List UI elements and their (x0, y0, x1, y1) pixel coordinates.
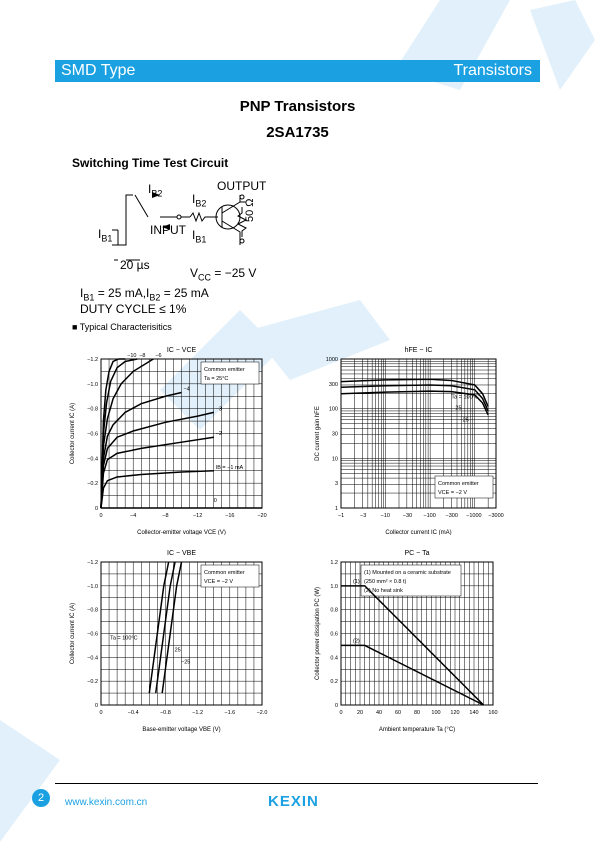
y-tick-label: −0.2 (87, 481, 98, 488)
y-tick-label: 1.0 (330, 583, 338, 590)
x-tick-label: −1 (337, 513, 345, 519)
x-tick-label: −3000 (488, 513, 504, 519)
page-number: 2 (32, 789, 50, 807)
x-tick-label: −4 (130, 513, 137, 519)
x-tick-label: −3 (360, 513, 367, 519)
curve-label: −8 (139, 353, 146, 359)
y-tick-label: 0.8 (330, 607, 338, 614)
x-tick-label: 100 (431, 710, 441, 716)
x-tick-label: −1.6 (224, 710, 236, 716)
chart-ic-vbe (60, 543, 280, 738)
curve-label: −2 (215, 431, 222, 438)
y-tick-label: −1.2 (87, 560, 98, 566)
output-label: OUTPUT (217, 179, 267, 193)
y-tick-label: −0.8 (87, 607, 98, 614)
annotation-text: Ta = 25°C (204, 376, 229, 382)
y-tick-label: 30 (331, 431, 338, 438)
load-resistor-label: 50 Ω (244, 198, 256, 222)
part-number: 2SA1735 (266, 124, 329, 141)
footer-url[interactable]: www.kexin.com.cn (65, 797, 148, 808)
x-axis-label: Collector-emitter voltage VCE (V) (137, 530, 226, 535)
y-tick-label: 0.6 (330, 631, 338, 638)
base-resistor (190, 213, 218, 221)
x-tick-label: −100 (423, 513, 436, 519)
transistor-symbol (216, 205, 240, 229)
x-axis-label: Collector current IC (mA) (385, 530, 452, 535)
curve-label: −10 (127, 353, 137, 359)
chart-hfe-ic (305, 340, 510, 535)
curve-label: (1) (353, 578, 360, 585)
annotation-text: VCE = −2 V (438, 490, 468, 496)
y-tick-label: −0.4 (87, 655, 98, 662)
header-right: Transistors (453, 62, 532, 79)
x-tick-label: 0 (339, 710, 343, 716)
x-tick-label: −12 (192, 513, 203, 519)
curve-label: 25 (174, 647, 181, 654)
curve-label: IB = −1 mA (215, 464, 244, 471)
y-tick-label: 0 (94, 703, 98, 709)
y-axis-label: Collector power dissipation PC (W) (315, 586, 321, 681)
y-tick-label: 100 (328, 406, 338, 413)
chart-title: hFE − IC (404, 347, 433, 354)
curve-label: −25 (181, 659, 191, 666)
curve-label: −4 (183, 386, 190, 393)
x-tick-label: 0 (99, 513, 103, 519)
annotation-text: (2) No heat sink (364, 588, 403, 594)
y-tick-label: −0.6 (87, 431, 98, 438)
header-banner (55, 60, 540, 82)
x-axis-label: Ambient temperature Ta (°C) (378, 727, 456, 733)
chart-ic-vce (60, 340, 280, 535)
x-tick-label: 120 (450, 710, 460, 716)
kexin-logo: KEXIN (268, 793, 319, 810)
x-tick-label: 160 (488, 710, 498, 716)
curve-label: Ta = 100°C (451, 394, 479, 401)
y-axis-label: Collector current IC (A) (70, 402, 76, 465)
y-tick-label: 0.4 (330, 655, 338, 662)
y-tick-label: 1.2 (330, 560, 338, 566)
y-tick-label: −0.2 (87, 679, 98, 686)
y-tick-label: 3 (334, 481, 338, 488)
chart-title: PC − Ta (404, 550, 430, 557)
page-title: PNP Transistors (239, 98, 356, 115)
chart-title: IC − VCE (166, 347, 197, 354)
x-tick-label: −300 (445, 513, 458, 519)
x-tick-label: −10 (380, 513, 390, 519)
chart-title: IC − VBE (167, 550, 196, 557)
y-axis-label: Collector current IC (A) (70, 602, 76, 665)
ib1-arrow-label: I (192, 228, 196, 242)
x-tick-label: −0.4 (127, 710, 139, 716)
y-tick-label: 1000 (325, 357, 338, 363)
x-tick-label: 20 (356, 710, 364, 716)
x-tick-label: −30 (402, 513, 413, 519)
annotation-text: (1) Mounted on a ceramic substrate (364, 570, 451, 576)
y-tick-label: 0 (94, 506, 98, 512)
x-tick-label: −1000 (466, 513, 482, 519)
vcc-label: $V_{CC} = -25$ V (190, 266, 257, 283)
y-tick-label: −0.4 (87, 456, 98, 463)
x-tick-label: −2.0 (256, 710, 268, 716)
ib1-label: I (98, 227, 102, 241)
curve-label: (2) (353, 638, 360, 645)
x-tick-label: 80 (413, 710, 421, 716)
condition-duty-cycle: DUTY CYCLE ≤ 1% (80, 302, 187, 316)
ib2-arrow-label: I (192, 192, 196, 206)
footer-divider (55, 783, 538, 784)
header-left: SMD Type (61, 62, 136, 79)
typical-heading: ■ Typical Characterisitics (72, 322, 172, 332)
chart-pc-ta (305, 543, 515, 738)
x-tick-label: −1.2 (192, 710, 204, 716)
curve-label: 25 (455, 405, 462, 412)
y-tick-label: −1.2 (87, 357, 98, 363)
y-tick-label: 1 (334, 506, 338, 512)
annotation-text: (250 mm² × 0.8 t) (364, 579, 407, 585)
curve-label: 0 (213, 497, 217, 504)
y-tick-label: −1.0 (87, 381, 98, 388)
x-axis-label: Base-emitter voltage VBE (V) (142, 727, 221, 733)
y-tick-label: 300 (328, 381, 338, 388)
y-tick-label: 0 (334, 703, 338, 709)
y-tick-label: 0.2 (330, 679, 338, 686)
curve-label: −3 (215, 406, 222, 413)
curve-label: −6 (155, 353, 162, 359)
x-tick-label: 60 (394, 710, 402, 716)
input-label: INPUT (150, 223, 186, 237)
condition-currents: $I_{B1} = 25$ $mA,I_{B2} = 25$ mA (80, 286, 209, 303)
ib2-label: I (148, 182, 152, 196)
annotation-text: VCE = −2 V (204, 579, 234, 585)
y-tick-label: −0.8 (87, 406, 98, 413)
pulse-width-label: 20 µs (120, 258, 150, 272)
x-tick-label: −20 (257, 513, 267, 519)
curve-label: Ta = 100°C (110, 635, 138, 642)
circuit-heading: Switching Time Test Circuit (72, 156, 229, 170)
y-axis-label: DC current gain hFE (315, 406, 321, 461)
annotation-text: Common emitter (204, 367, 245, 373)
x-tick-label: 0 (99, 710, 103, 716)
x-tick-label: 40 (375, 710, 383, 716)
x-tick-label: −8 (162, 513, 169, 519)
y-tick-label: −0.6 (87, 631, 98, 638)
annotation-text: Common emitter (438, 481, 479, 487)
annotation-text: Common emitter (204, 570, 245, 576)
input-pulse (118, 195, 133, 245)
curve-label: −25 (459, 417, 469, 424)
x-tick-label: −0.8 (159, 710, 171, 716)
x-tick-label: −16 (225, 513, 235, 519)
y-tick-label: 10 (331, 456, 338, 463)
x-tick-label: 140 (469, 710, 479, 716)
y-tick-label: −1.0 (87, 583, 98, 590)
